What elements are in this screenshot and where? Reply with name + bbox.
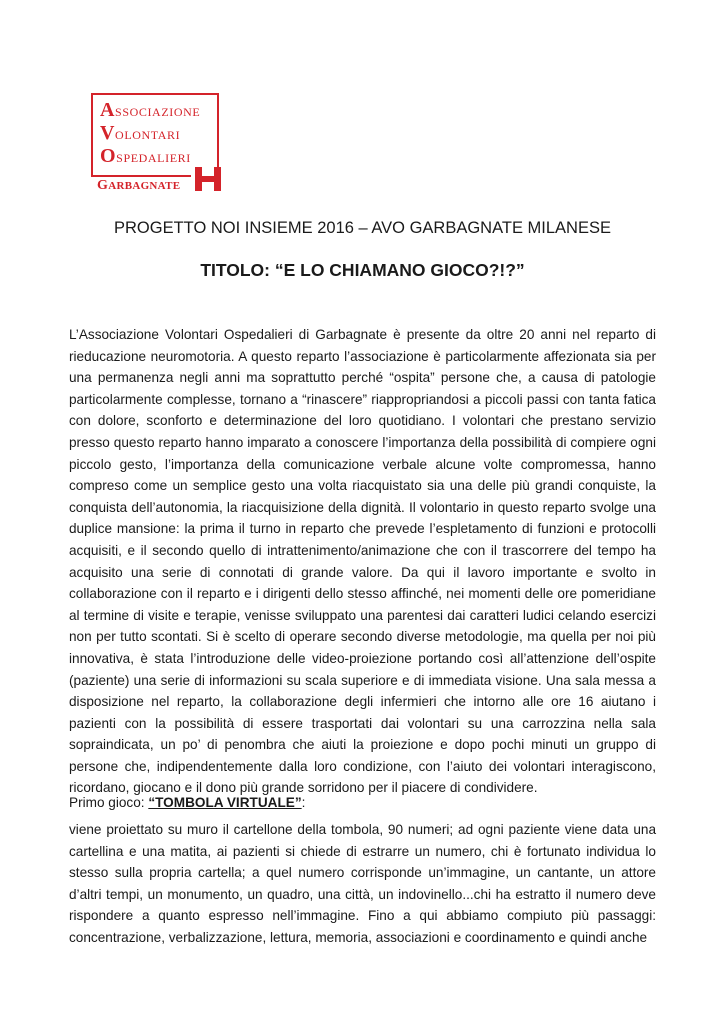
- logo-frame-right: [217, 93, 219, 171]
- project-title: PROGETTO NOI INSIEME 2016 – AVO GARBAGNATE MILANESE: [114, 219, 611, 237]
- first-game-heading: [69, 792, 656, 814]
- intro-paragraph: L’Associazione Volontari Ospedalieri di Garbagnate è presente da oltre 20 anni nel reparto di rieducazione neuromotoria. A questo reparto l’associazione è particolarmente affezionata sia per una permanenza negli anni ma soprattutto perché “ospita” persone che, a causa di patologie particolarmente complesse, tornano a “rinascere” riappropriandosi a piccoli passi con tanta fatica con dolore, sconforto e determinazione del loro quotidiano. I volontari che prestano servizio presso questo reparto hanno imparato a conoscere l’importanza della possibilità di compiere ogni piccolo gesto, l’importanza della comunicazione verbale alcune volte compromessa, hanno compreso come un semplice gesto una volta riacquistato sia una delle più grandi conquiste, la conquista dell’autonomia, la riacquisizione della dignità. Il volontario in questo reparto svolge una duplice mansione: la prima il turno in reparto che prevede l’espletamento di funzioni e protocolli acquisiti, e il secondo quello di intrattenimento/animazione che con il trascorrere del tempo ha acquisito una serie di connotati di grande valore. Da qui il lavoro importante e svolto in collaborazione con il reparto e i dirigenti dello stesso affinché, nei momenti delle ore pomeridiane al termine di visite e terapie, venisse sviluppato una parentesi dai caratteri ludici celando esercizi non per tutto scontati. Si è scelto di operare secondo diverse metodologie, ma quella per noi più innovativa, è stata l’introduzione delle video-proiezione portando così all’attenzione dell’ospite (paziente) una serie di informazioni su scala superiore e di immediata visione. Una sala messa a disposizione nel reparto, la collaborazione degli infermieri che intorno alle ore 16 aiutano i pazienti con la possibilità di essere trasportati dai volontari su una carrozzina nella sala sopraindicata, un po’ di penombra che aiuti la proiezione e dopo pochi minuti un gruppo di persone che, indipendentemente dalla loro condizione, con l’aiuto dei volontari interagiscono, ricordano, giocano e il dono più grande sorridono per il piacere di condividere.: [69, 327, 656, 796]
- logo-line-garbagnate: GARBAGNATE: [97, 178, 181, 193]
- logo-line-ospedalieri: OSPEDALIERI: [100, 145, 191, 167]
- avo-logo: [91, 93, 223, 191]
- first-game-name: “TOMBOLA VIRTUALE”: [148, 795, 302, 810]
- main-title: TITOLO: “E LO CHIAMANO GIOCO?!?”: [200, 260, 525, 280]
- first-game-suffix: :: [301, 795, 306, 810]
- game-description-paragraph: viene proiettato su muro il cartellone della tombola, 90 numeri; ad ogni paziente viene data una cartellina e una matita, ai pazienti si chiede di estrarre un numero, chi è fortunato individua lo stesso sulla propria cartella; a quel numero corrisponde un’immagine, un cantante, un attore d’altri tempi, un monumento, un quadro, una città, un indovinello...chi ha estratto il numero deve rispondere a quanto espresso nell’immagine. Fino a qui abbiamo compiuto più passaggi: concentrazione, verbalizzazione, lettura, memoria, associazioni e coordinamento e quindi anche: [69, 822, 656, 945]
- logo-bottom-rule: [91, 175, 191, 177]
- logo-line-associazione: ASSOCIAZIONE: [100, 99, 201, 121]
- first-game-prefix: Primo gioco:: [69, 795, 149, 810]
- hospital-h-icon: [195, 167, 221, 191]
- logo-line-volontari: VOLONTARI: [100, 122, 181, 144]
